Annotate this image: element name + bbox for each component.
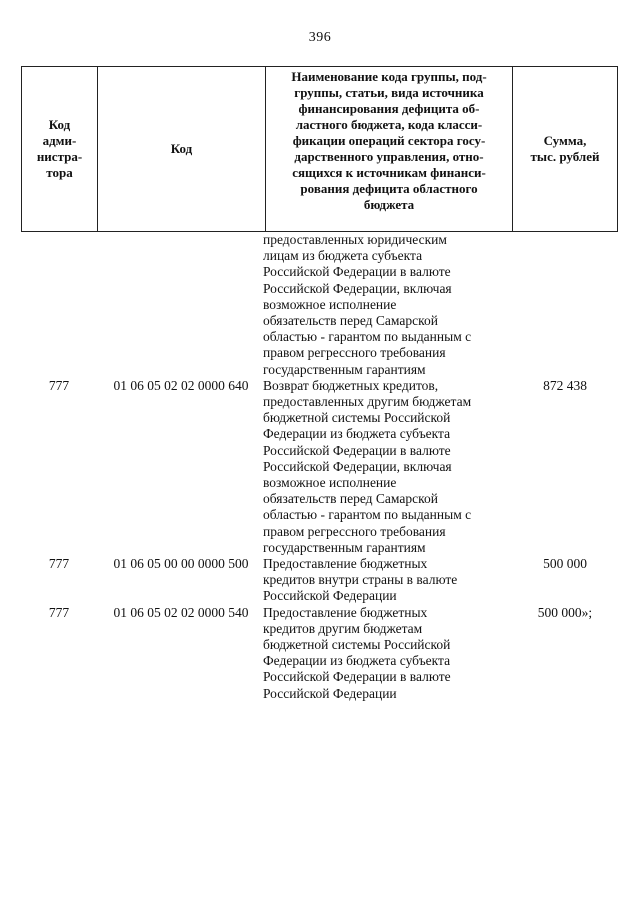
header-admin-cell (22, 67, 98, 231)
row-name: Предоставление бюджетных кредитов внутри страны в валюте Российской Федерации (263, 556, 458, 604)
table-row (21, 605, 618, 702)
header-sum-label: Сумма, тыс. рублей (530, 133, 600, 164)
header-name-label: Наименование кода группы, под- группы, статьи, вида источника финансирования дефицита об- ластного бюджета, кода класси- фикации операций сектора госу- дарственного управления, отно- сящихся к источникам финанси- рования дефицита областного бюджета (291, 69, 487, 212)
header-code-label: Код (170, 141, 193, 156)
table-header (21, 66, 618, 232)
header-code-cell (98, 67, 266, 231)
header-admin-label: Код адми- нистра- тора (36, 117, 83, 180)
table-row-continuation (21, 232, 618, 378)
table-row (21, 556, 618, 605)
row-admin: 777 (48, 377, 70, 393)
table-row (21, 378, 618, 556)
header-sum-cell (513, 67, 617, 231)
row-name: предоставленных юридическим лицам из бюджета субъекта Российской Федерации в валюте Российской Федерации, включая возможное исполнение обязательств перед Самарской областью - гарантом по выданным с правом регрессного требования государственным гарантиям (263, 232, 472, 377)
row-name: Возврат бюджетных кредитов, предоставленных другим бюджетам бюджетной системы Российской Федерации из бюджета субъекта Российской Федерации в валюте Российской Федерации, включая возможное исполнение обязательств перед Самарской областью - гарантом по выданным с правом регрессного требования государственным гарантиям (263, 377, 472, 555)
row-sum: 500 000»; (537, 604, 593, 620)
table-body (21, 232, 618, 702)
row-name: Предоставление бюджетных кредитов другим бюджетам бюджетной системы Российской Федерации из бюджета субъекта Российской Федерации в валюте Российской Федерации (263, 604, 451, 701)
page-number: 396 (308, 30, 332, 45)
row-admin: 777 (48, 604, 70, 620)
header-name-cell (266, 67, 513, 231)
row-code: 01 06 05 02 02 0000 640 (113, 377, 249, 393)
row-code: 01 06 05 02 02 0000 540 (113, 604, 249, 620)
row-admin: 777 (48, 556, 70, 572)
row-sum: 500 000 (543, 556, 587, 572)
row-code: 01 06 05 00 00 0000 500 (113, 556, 249, 572)
row-sum: 872 438 (543, 377, 587, 393)
